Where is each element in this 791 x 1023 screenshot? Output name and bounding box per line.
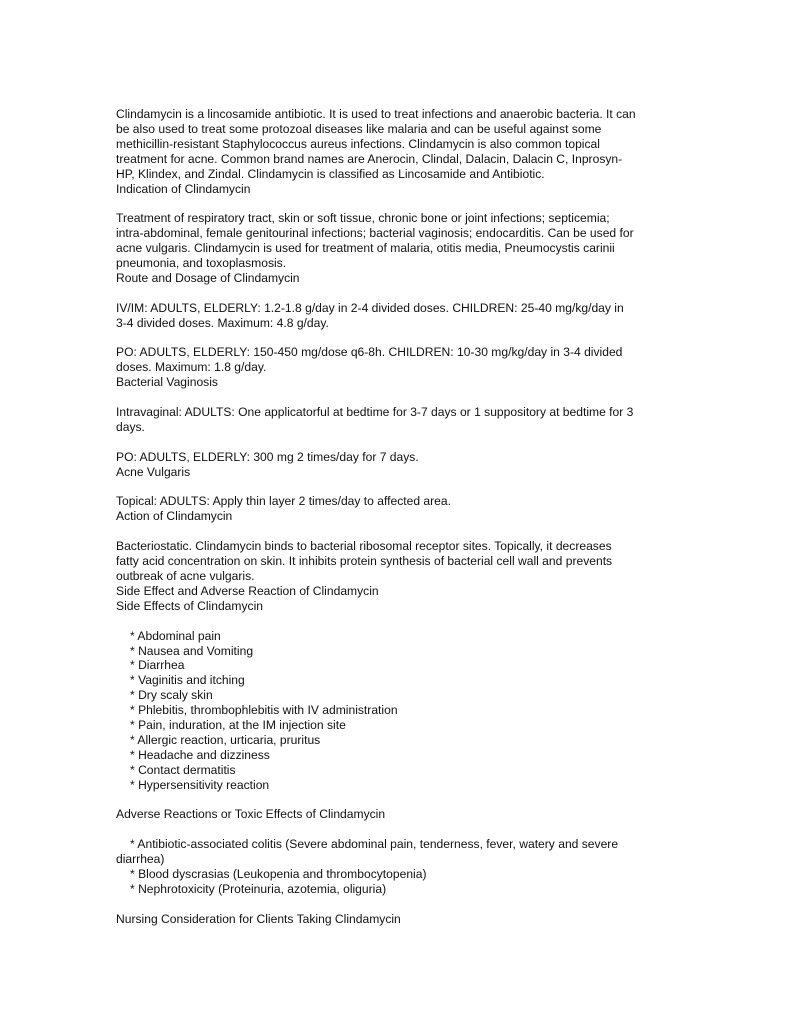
- spacer: [116, 614, 676, 629]
- list-item: * Nephrotoxicity (Proteinuria, azotemia, oliguria): [116, 882, 676, 897]
- list-item: * Dry scaly skin: [116, 688, 676, 703]
- list-item: * Pain, induration, at the IM injection site: [116, 718, 676, 733]
- adverse-reactions-list: [116, 837, 676, 852]
- adverse-reactions-list-continued: [116, 867, 676, 897]
- indication-heading: Indication of Clindamycin: [116, 181, 251, 196]
- action-paragraph: Bacteriostatic. Clindamycin binds to bacterial ribosomal receptor sites. Topically, it decreases fatty acid concentration on skin. It inhibits protein synthesis of bacterial cell wall and prevents outbreak of acne vulgaris.: [116, 539, 613, 583]
- spacer: [116, 480, 676, 495]
- list-item: * Diarrhea: [116, 658, 676, 673]
- spacer: [116, 822, 676, 837]
- nursing-consideration-heading: Nursing Consideration for Clients Taking Clindamycin: [116, 911, 401, 926]
- list-item: * Vaginitis and itching: [116, 673, 676, 688]
- spacer: [116, 196, 676, 211]
- adverse-reactions-heading: Adverse Reactions or Toxic Effects of Clindamycin: [116, 807, 386, 822]
- intro-paragraph: Clindamycin is a lincosamide antibiotic. It is used to treat infections and anaerobic bacteria. It can be also used to treat some protozoal diseases like malaria and can be useful against some methicillin-resistant Staphylococcus aureus infections. Clindamycin is also common topical treatment for acne. Common brand names are Anerocin, Clindal, Dalacin, Dalacin C, Inprosyn- HP, Klindex, and Zindal. Clindamycin is classified as Lincosamide and Antibiotic.: [116, 107, 636, 181]
- spacer: [116, 897, 676, 912]
- list-item-continuation: diarrhea): [116, 852, 165, 867]
- side-adverse-heading: Side Effect and Adverse Reaction of Clindamycin: [116, 583, 379, 598]
- list-item: * Allergic reaction, urticaria, pruritus: [116, 733, 676, 748]
- list-item: * Contact dermatitis: [116, 763, 676, 778]
- acne-topical-paragraph: Topical: ADULTS: Apply thin layer 2 times/day to affected area.: [116, 494, 451, 509]
- spacer: [116, 435, 676, 450]
- list-item: * Headache and dizziness: [116, 748, 676, 763]
- bv-po-paragraph: PO: ADULTS, ELDERLY: 300 mg 2 times/day for 7 days.: [116, 449, 419, 464]
- spacer: [116, 286, 676, 301]
- acne-vulgaris-heading: Acne Vulgaris: [116, 464, 191, 479]
- spacer: [116, 793, 676, 808]
- document-page: [116, 107, 676, 927]
- route-dosage-heading: Route and Dosage of Clindamycin: [116, 270, 300, 285]
- bv-intravaginal-paragraph: Intravaginal: ADULTS: One applicatorful at bedtime for 3-7 days or 1 suppository at bedtime for 3 days.: [116, 405, 634, 434]
- indication-paragraph: Treatment of respiratory tract, skin or soft tissue, chronic bone or joint infections; septicemia; intra-abdominal, female genitourinal infections; bacterial vaginosis; endocarditis. Can be used for acne vulgaris. Clindamycin is used for treatment of malaria, otitis media, Pneumocystis carinii pneumonia, and toxoplasmosis.: [116, 211, 634, 271]
- list-item: * Antibiotic-associated colitis (Severe abdominal pain, tenderness, fever, watery and severe: [116, 837, 676, 852]
- bacterial-vaginosis-heading: Bacterial Vaginosis: [116, 375, 218, 390]
- list-item: * Blood dyscrasias (Leukopenia and thrombocytopenia): [116, 867, 676, 882]
- route-po-paragraph: PO: ADULTS, ELDERLY: 150-450 mg/dose q6-8h. CHILDREN: 10-30 mg/kg/day in 3-4 divided doses. Maximum: 1.8 g/day.: [116, 345, 623, 375]
- spacer: [116, 390, 676, 405]
- list-item: * Hypersensitivity reaction: [116, 778, 676, 793]
- side-effects-heading: Side Effects of Clindamycin: [116, 598, 263, 613]
- route-iv-paragraph: IV/IM: ADULTS, ELDERLY: 1.2-1.8 g/day in 2-4 divided doses. CHILDREN: 25-40 mg/kg/day in 3-4 divided doses. Maximum: 4.8 g/day.: [116, 300, 624, 330]
- action-heading: Action of Clindamycin: [116, 509, 233, 524]
- list-item: * Abdominal pain: [116, 629, 676, 644]
- spacer: [116, 331, 676, 346]
- spacer: [116, 524, 676, 539]
- list-item: * Phlebitis, thrombophlebitis with IV administration: [116, 703, 676, 718]
- side-effects-list: [116, 629, 676, 793]
- list-item: * Nausea and Vomiting: [116, 644, 676, 659]
